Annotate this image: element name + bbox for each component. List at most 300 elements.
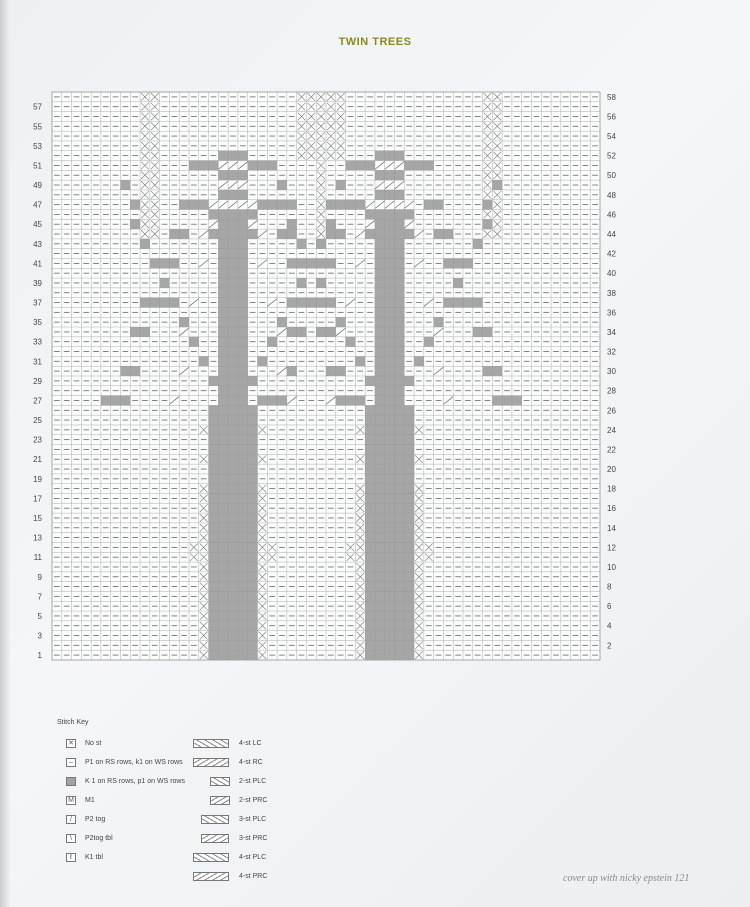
knit-cell xyxy=(179,317,189,327)
knit-cell xyxy=(218,503,228,513)
knit-cell xyxy=(267,200,277,210)
knit-cell xyxy=(248,415,258,425)
knit-cell xyxy=(375,435,385,445)
knit-cell xyxy=(238,445,248,455)
knit-cell xyxy=(228,268,238,278)
knit-cell xyxy=(326,219,336,229)
knit-cell xyxy=(228,415,238,425)
knit-cell xyxy=(130,200,140,210)
right-row-number: 26 xyxy=(607,406,616,416)
knit-cell xyxy=(375,307,385,317)
knit-cell xyxy=(375,552,385,562)
knit-cell xyxy=(238,405,248,415)
knit-cell xyxy=(492,180,502,190)
knit-cell xyxy=(209,562,219,572)
stitch-key-item xyxy=(66,813,105,825)
right-row-number: 44 xyxy=(607,230,616,239)
left-row-number: 49 xyxy=(33,181,42,191)
knit-cell xyxy=(248,161,258,171)
knit-cell xyxy=(316,298,326,308)
knit-cell xyxy=(248,405,258,415)
knit-cell xyxy=(228,533,238,543)
knit-cell xyxy=(395,640,405,650)
knit-cell xyxy=(248,533,258,543)
knit-cell xyxy=(228,170,238,180)
knit-cell xyxy=(346,337,356,347)
left-row-number: 17 xyxy=(33,494,42,504)
knit-cell xyxy=(395,396,405,406)
knit-cell xyxy=(395,386,405,396)
knit-cell xyxy=(365,611,375,621)
knit-cell xyxy=(218,229,228,239)
knit-cell xyxy=(463,298,473,308)
knit-cell xyxy=(414,356,424,366)
right-row-number: 28 xyxy=(607,386,616,396)
knit-cell xyxy=(404,611,414,621)
knit-cell xyxy=(101,396,111,406)
knit-cell xyxy=(385,582,395,592)
knit-cell xyxy=(218,219,228,229)
knit-cell xyxy=(395,562,405,572)
knit-cell xyxy=(248,591,258,601)
knit-cell xyxy=(209,582,219,592)
knit-cell xyxy=(218,239,228,249)
knit-cell xyxy=(365,503,375,513)
knit-cell xyxy=(365,376,375,386)
knit-cell xyxy=(228,621,238,631)
knit-cell xyxy=(130,219,140,229)
knit-cell xyxy=(404,523,414,533)
stitch-key-item xyxy=(66,794,95,806)
knit-cell xyxy=(395,542,405,552)
knit-cell xyxy=(238,494,248,504)
knit-cell xyxy=(160,258,170,268)
knit-cell xyxy=(238,582,248,592)
knit-cell xyxy=(218,347,228,357)
knit-cell xyxy=(395,170,405,180)
knit-cell xyxy=(336,396,346,406)
knit-cell xyxy=(238,523,248,533)
knit-cell xyxy=(277,229,287,239)
left-row-number: 1 xyxy=(37,651,42,661)
knit-cell xyxy=(248,621,258,631)
knit-cell xyxy=(365,474,375,484)
knit-cell xyxy=(228,454,238,464)
right-row-number: 48 xyxy=(607,190,616,200)
knit-cell xyxy=(297,327,307,337)
knit-cell xyxy=(209,533,219,543)
knit-cell xyxy=(297,239,307,249)
knit-cell xyxy=(404,464,414,474)
knit-cell xyxy=(375,582,385,592)
knit-cell xyxy=(218,386,228,396)
knit-cell xyxy=(336,200,346,210)
knit-cell xyxy=(453,278,463,288)
knit-cell xyxy=(375,151,385,161)
knit-cell xyxy=(385,621,395,631)
knit-cell xyxy=(375,425,385,435)
knit-cell xyxy=(209,415,219,425)
stitch-key-label: 2-st PLC xyxy=(239,777,267,785)
knit-cell xyxy=(238,258,248,268)
knit-cell xyxy=(228,611,238,621)
knit-cell xyxy=(365,405,375,415)
knit-cell xyxy=(404,650,414,660)
knit-cell xyxy=(365,640,375,650)
knit-cell xyxy=(385,219,395,229)
knit-cell xyxy=(375,278,385,288)
knit-cell xyxy=(248,601,258,611)
knit-cell xyxy=(385,542,395,552)
knit-cell xyxy=(228,591,238,601)
knit-cell xyxy=(248,582,258,592)
knit-cell xyxy=(111,396,121,406)
knit-cell xyxy=(365,161,375,171)
knit-cell xyxy=(395,464,405,474)
knit-cell xyxy=(209,591,219,601)
knit-cell xyxy=(316,258,326,268)
knit-cell xyxy=(365,631,375,641)
knit-cell xyxy=(395,621,405,631)
knit-cell xyxy=(395,503,405,513)
knit-cell xyxy=(365,572,375,582)
knit-cell xyxy=(395,298,405,308)
knit-cell xyxy=(238,591,248,601)
knit-cell xyxy=(375,229,385,239)
knit-cell xyxy=(375,190,385,200)
knit-cell xyxy=(209,405,219,415)
knit-cell xyxy=(287,366,297,376)
knit-cell xyxy=(169,258,179,268)
knit-cell xyxy=(287,327,297,337)
knit-cell xyxy=(385,347,395,357)
right-row-number: 50 xyxy=(607,171,616,181)
knit-cell xyxy=(209,464,219,474)
knit-cell xyxy=(404,513,414,523)
knit-cell xyxy=(218,621,228,631)
knit-cell xyxy=(238,229,248,239)
knit-cell xyxy=(218,415,228,425)
knit-cell xyxy=(228,552,238,562)
knit-cell xyxy=(238,650,248,660)
chart-title: TWIN TREES xyxy=(338,36,412,48)
knit-cell xyxy=(395,268,405,278)
knit-cell xyxy=(395,425,405,435)
knit-cell xyxy=(248,640,258,650)
knit-cell xyxy=(404,640,414,650)
knit-cell xyxy=(248,611,258,621)
knit-cell xyxy=(355,396,365,406)
knit-cell xyxy=(218,582,228,592)
cable4l-cable-icon xyxy=(193,739,229,748)
knit-cell xyxy=(228,190,238,200)
knit-cell xyxy=(395,445,405,455)
knit-cell xyxy=(385,151,395,161)
left-row-number: 35 xyxy=(33,318,42,328)
knit-cell xyxy=(355,200,365,210)
knit-cell xyxy=(336,317,346,327)
knit-cell xyxy=(218,190,228,200)
cable2r-cable-icon xyxy=(210,796,230,805)
knit-cell xyxy=(385,239,395,249)
knit-cell xyxy=(395,484,405,494)
knit-cell xyxy=(238,151,248,161)
knit-cell xyxy=(463,258,473,268)
knit-cell xyxy=(228,366,238,376)
knit-cell xyxy=(443,298,453,308)
right-row-number: 16 xyxy=(607,504,616,514)
cable4r-cable-icon xyxy=(193,758,229,767)
knit-cell xyxy=(228,337,238,347)
knit-cell xyxy=(385,327,395,337)
knit-cell xyxy=(385,631,395,641)
knit-cell xyxy=(228,601,238,611)
knit-cell xyxy=(473,327,483,337)
knit-cell xyxy=(385,445,395,455)
knit-cell xyxy=(404,533,414,543)
left-row-number: 47 xyxy=(33,200,42,210)
knit-cell xyxy=(189,337,199,347)
knit-cell xyxy=(385,229,395,239)
knit-cell xyxy=(365,523,375,533)
knit-cell xyxy=(365,513,375,523)
knit-cell xyxy=(228,435,238,445)
knit-cell xyxy=(258,396,268,406)
knit-cell xyxy=(375,640,385,650)
knit-cell xyxy=(375,396,385,406)
knit-cell xyxy=(238,425,248,435)
knit-cell xyxy=(365,454,375,464)
knit-cell xyxy=(218,572,228,582)
knit-cell xyxy=(248,650,258,660)
knit-cell xyxy=(395,327,405,337)
right-row-number: 34 xyxy=(607,327,616,337)
knit-cell xyxy=(375,288,385,298)
knit-cell xyxy=(385,601,395,611)
knit-cell xyxy=(385,611,395,621)
knit-cell xyxy=(365,415,375,425)
knit-cell xyxy=(238,337,248,347)
left-row-number: 11 xyxy=(33,553,42,563)
knit-cell xyxy=(248,484,258,494)
knit-cell xyxy=(267,337,277,347)
knit-cell xyxy=(209,503,219,513)
knit-cell xyxy=(228,327,238,337)
knit-cell xyxy=(385,258,395,268)
knit-cell xyxy=(218,249,228,259)
knit-cell xyxy=(395,611,405,621)
knit-cell xyxy=(218,523,228,533)
knit-cell xyxy=(365,435,375,445)
knit-cell xyxy=(346,161,356,171)
left-row-number: 9 xyxy=(37,572,42,582)
knit-cell xyxy=(267,396,277,406)
knit-cell xyxy=(228,650,238,660)
knit-cell xyxy=(443,229,453,239)
knit-cell xyxy=(404,474,414,484)
stitch-key-label: 4-st PLC xyxy=(239,853,267,861)
knit-cell xyxy=(365,533,375,543)
knit-cell xyxy=(228,523,238,533)
knit-cell xyxy=(375,249,385,259)
knit-cell xyxy=(209,435,219,445)
left-row-number: 25 xyxy=(33,416,42,426)
left-row-number: 15 xyxy=(33,514,42,523)
stitch-key-item xyxy=(193,870,268,882)
knit-cell xyxy=(130,327,140,337)
left-row-number: 45 xyxy=(33,220,42,230)
knit-cell xyxy=(121,366,131,376)
knit-cell xyxy=(375,210,385,220)
knit-cell xyxy=(228,396,238,406)
knit-cell xyxy=(395,337,405,347)
knit-cell xyxy=(365,591,375,601)
knit-cell xyxy=(375,494,385,504)
M-symbol-icon: M xyxy=(66,796,76,805)
left-row-number: 37 xyxy=(33,298,42,308)
stitch-key-label: 4-st PRC xyxy=(239,872,268,880)
knit-cell xyxy=(218,650,228,660)
knit-cell xyxy=(218,317,228,327)
knit-cell xyxy=(218,464,228,474)
knit-cell xyxy=(404,161,414,171)
knit-cell xyxy=(316,239,326,249)
knit-cell xyxy=(365,562,375,572)
knit-cell xyxy=(218,288,228,298)
knit-cell xyxy=(375,513,385,523)
knit-cell xyxy=(218,376,228,386)
knit-cell xyxy=(209,484,219,494)
knit-cell xyxy=(238,474,248,484)
right-row-number: 36 xyxy=(607,308,616,318)
knit-cell xyxy=(336,180,346,190)
knit-cell xyxy=(209,611,219,621)
dash-symbol-icon: – xyxy=(66,758,76,767)
knit-cell xyxy=(326,298,336,308)
right-row-number: 14 xyxy=(607,523,616,533)
knit-cell xyxy=(248,425,258,435)
knit-cell xyxy=(395,552,405,562)
left-row-number: 43 xyxy=(33,239,42,249)
right-row-number: 54 xyxy=(607,132,616,142)
knit-cell xyxy=(218,631,228,641)
knit-cell xyxy=(238,239,248,249)
stitch-key-label: K 1 on RS rows, p1 on WS rows xyxy=(85,777,185,785)
knit-cell xyxy=(218,425,228,435)
knit-cell xyxy=(248,229,258,239)
knit-cell xyxy=(355,161,365,171)
knit-cell xyxy=(258,161,268,171)
knit-cell xyxy=(385,503,395,513)
knit-cell xyxy=(228,484,238,494)
knit-cell xyxy=(209,494,219,504)
knit-cell xyxy=(238,219,248,229)
knit-cell xyxy=(375,219,385,229)
knit-cell xyxy=(121,180,131,190)
knit-cell xyxy=(238,562,248,572)
knit-cell xyxy=(209,552,219,562)
knit-cell xyxy=(385,494,395,504)
knit-cell xyxy=(385,591,395,601)
knit-cell xyxy=(248,631,258,641)
knit-cell xyxy=(395,151,405,161)
knit-cell xyxy=(395,219,405,229)
left-row-number: 5 xyxy=(37,611,42,621)
knit-cell xyxy=(218,210,228,220)
knit-cell xyxy=(365,582,375,592)
knit-cell xyxy=(238,327,248,337)
stitch-key-item xyxy=(201,832,268,844)
stitch-key-item xyxy=(66,775,185,787)
knit-cell xyxy=(375,474,385,484)
knit-cell xyxy=(248,503,258,513)
knit-cell xyxy=(209,650,219,660)
knit-cell xyxy=(375,386,385,396)
knit-cell xyxy=(375,542,385,552)
knit-cell xyxy=(473,298,483,308)
knit-cell xyxy=(228,249,238,259)
knit-cell xyxy=(169,298,179,308)
knit-cell xyxy=(375,258,385,268)
stitch-key-item xyxy=(210,794,268,806)
knit-cell xyxy=(140,239,150,249)
knit-cell xyxy=(316,327,326,337)
knit-cell xyxy=(385,425,395,435)
knit-cell xyxy=(209,621,219,631)
knit-cell xyxy=(218,366,228,376)
knit-cell xyxy=(385,170,395,180)
knit-cell xyxy=(395,190,405,200)
knit-cell xyxy=(375,631,385,641)
knit-cell xyxy=(424,161,434,171)
knit-cell xyxy=(228,258,238,268)
stitch-key-item xyxy=(193,851,267,863)
knit-cell xyxy=(395,533,405,543)
knit-cell xyxy=(375,484,385,494)
knit-cell xyxy=(218,268,228,278)
knit-cell xyxy=(483,327,493,337)
knit-cell xyxy=(189,200,199,210)
knit-cell xyxy=(306,258,316,268)
slash-symbol-icon: / xyxy=(66,815,76,824)
knit-cell xyxy=(404,631,414,641)
knit-cell xyxy=(248,494,258,504)
knit-cell xyxy=(238,572,248,582)
knit-cell xyxy=(483,200,493,210)
cable2l-cable-icon xyxy=(210,777,230,786)
knit-cell xyxy=(287,200,297,210)
knit-cell xyxy=(385,278,395,288)
right-row-number: 4 xyxy=(607,621,612,631)
knit-cell xyxy=(248,210,258,220)
knit-cell xyxy=(238,415,248,425)
knit-cell xyxy=(248,474,258,484)
knit-cell xyxy=(395,249,405,259)
stitch-key-item xyxy=(201,813,267,825)
knit-cell xyxy=(375,445,385,455)
stitch-key-label: No st xyxy=(85,739,102,747)
knit-cell xyxy=(130,366,140,376)
knit-cell xyxy=(326,200,336,210)
knit-cell xyxy=(160,298,170,308)
knit-cell xyxy=(395,591,405,601)
knit-cell xyxy=(209,161,219,171)
knit-cell xyxy=(395,572,405,582)
knit-cell xyxy=(483,366,493,376)
knit-cell xyxy=(218,307,228,317)
knit-cell xyxy=(238,640,248,650)
left-row-number: 53 xyxy=(33,141,42,151)
